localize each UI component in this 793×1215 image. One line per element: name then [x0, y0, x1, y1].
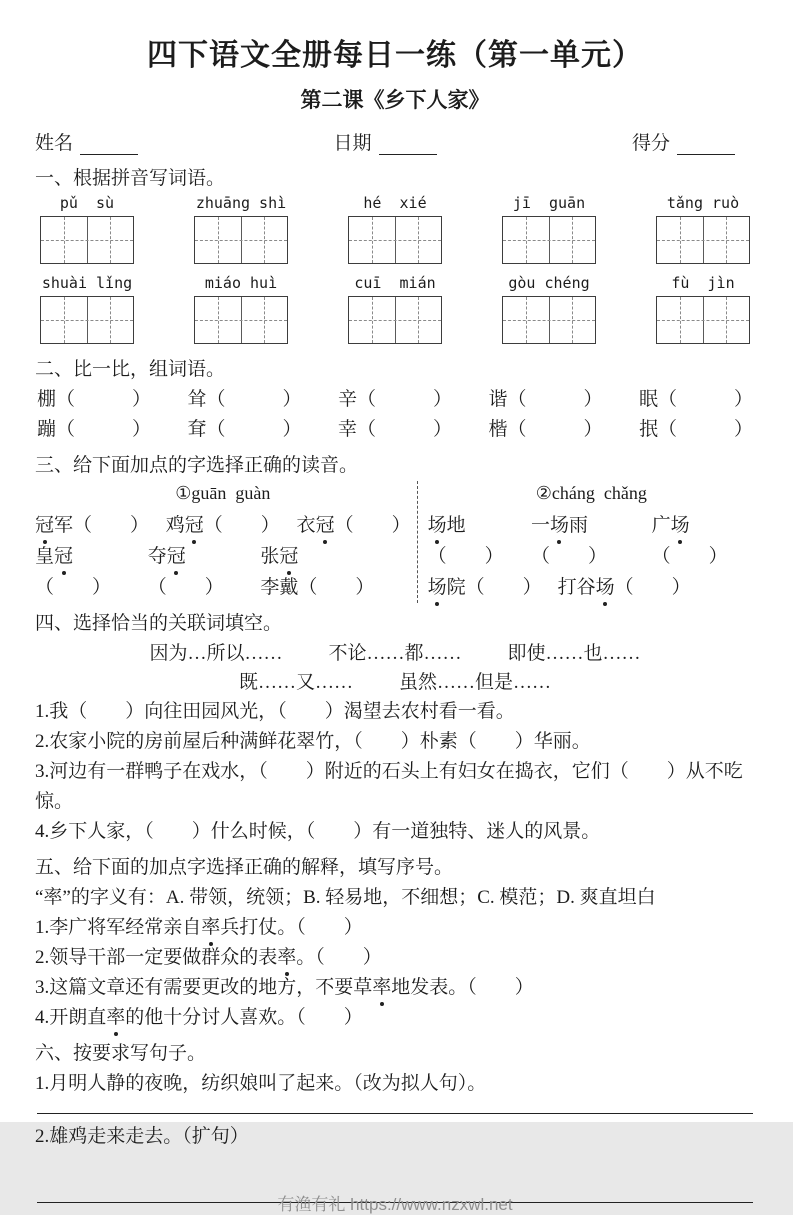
grid-cell — [241, 217, 288, 263]
name-field — [35, 128, 138, 155]
question-item: 1.我（ ）向往田园风光，（ ）渴望去农村看一看。 — [35, 701, 515, 722]
pronunciation-item: 打谷场（ ） — [558, 572, 691, 603]
rewrite-question: 2.雄鸡走来走去。（扩句） — [35, 1126, 249, 1147]
section-1-heading: 一、根据拼音写词语。 — [35, 168, 226, 189]
grid-cell — [241, 297, 288, 343]
pinyin-label: miáo huì — [204, 274, 278, 292]
pinyin-grid-row-2 — [39, 274, 751, 344]
word-pair-row-1 — [37, 385, 753, 415]
grid-cell — [657, 217, 703, 263]
pinyin-unit — [193, 274, 289, 344]
word-pair-item: 耸（ ） — [187, 389, 302, 410]
writing-grid — [194, 216, 288, 264]
pronunciation-item: 一场雨（ ） — [531, 510, 652, 572]
pronunciation-item: 夺冠（ ） — [148, 541, 261, 603]
word-pair-item: 抿（ ） — [638, 419, 753, 440]
grid-cell — [657, 297, 703, 343]
writing-grid — [656, 216, 750, 264]
section-4-heading: 四、选择恰当的关联词填空。 — [35, 613, 283, 634]
word-pair-item: 眠（ ） — [638, 389, 753, 410]
pronunciation-row — [428, 510, 755, 572]
pinyin-unit — [655, 274, 751, 344]
pronunciation-item: 冠军（ ） — [35, 510, 149, 541]
pronunciation-item: 场院（ ） — [428, 572, 542, 603]
meta-row — [35, 128, 735, 155]
pinyin-unit — [655, 194, 751, 264]
name-blank — [80, 134, 138, 155]
conjunction-option: 不论……都…… — [328, 643, 462, 664]
grid-cell — [41, 297, 87, 343]
pronunciation-columns — [35, 481, 755, 603]
pronunciation-row — [428, 572, 755, 603]
pronunciation-item: 广场（ ） — [652, 510, 755, 572]
pinyin-label: jī guān — [512, 194, 586, 212]
grid-cell — [395, 297, 442, 343]
question-item: 2.农家小院的房前屋后种满鲜花翠竹，（ ）朴素（ ）华丽。 — [35, 731, 591, 752]
pronunciation-row — [35, 541, 411, 603]
writing-grid — [502, 216, 596, 264]
writing-grid — [502, 296, 596, 344]
pinyin-label: tǎng ruò — [666, 194, 740, 212]
grid-cell — [703, 217, 750, 263]
pinyin-label: zhuāng shì — [195, 194, 287, 212]
definitions-legend: “率”的字义有：A. 带领，统领；B. 轻易地，不细想；C. 模范；D. 爽直坦白 — [35, 887, 656, 908]
question-item: 4.乡下人家，（ ）什么时候，（ ）有一道独特、迷人的风景。 — [35, 821, 601, 842]
grid-cell — [87, 297, 134, 343]
pronunciation-item: 场地（ ） — [428, 510, 531, 572]
sentence-item: 1.李广将军经常亲自率兵打仗。（ ） — [35, 913, 755, 943]
section-5-heading: 五、给下面的加点字选择正确的解释，填写序号。 — [35, 857, 454, 878]
word-pair-item: 楷（ ） — [488, 419, 603, 440]
pinyin-label: hé xié — [363, 194, 427, 212]
pronunciation-row — [35, 510, 411, 541]
section-2-heading: 二、比一比，组词语。 — [35, 359, 226, 380]
conjunction-option: 既……又…… — [238, 672, 353, 693]
pronunciation-item: 张冠李戴（ ） — [260, 541, 410, 603]
word-pair-item: 谐（ ） — [488, 389, 603, 410]
pronunciation-group-1-header: ①guān guàn — [175, 483, 271, 503]
date-field — [333, 128, 436, 155]
pinyin-unit — [39, 274, 135, 344]
writing-grid — [348, 296, 442, 344]
conjunction-option: 即使……也…… — [507, 643, 641, 664]
conjunction-option: 虽然……但是…… — [399, 672, 552, 693]
grid-cell — [703, 297, 750, 343]
answer-line-with-watermark — [35, 1195, 755, 1214]
pinyin-unit — [193, 194, 289, 264]
word-pair-item: 耷（ ） — [187, 419, 302, 440]
page-title: 四下语文全册每日一练（第一单元） — [147, 39, 643, 72]
sentence-item: 2.领导干部一定要做群众的表率。（ ） — [35, 943, 755, 973]
grid-cell — [503, 217, 549, 263]
grid-cell — [41, 217, 87, 263]
pinyin-unit — [347, 194, 443, 264]
pinyin-label: gòu chéng — [508, 274, 590, 292]
grid-cell — [349, 297, 395, 343]
pinyin-unit — [501, 274, 597, 344]
word-pair-item: 棚（ ） — [37, 389, 152, 410]
word-pair-row-2 — [37, 415, 753, 445]
pinyin-label: cuī mián — [354, 274, 436, 292]
pinyin-label: pǔ sù — [59, 194, 115, 212]
writing-grid — [348, 216, 442, 264]
writing-grid — [40, 296, 134, 344]
pinyin-unit — [501, 194, 597, 264]
conjunction-option: 因为…所以…… — [149, 643, 283, 664]
pinyin-unit — [39, 194, 135, 264]
pinyin-label: fù jìn — [671, 274, 735, 292]
pronunciation-item: 鸡冠（ ） — [166, 510, 280, 541]
word-pair-item: 蹦（ ） — [37, 419, 152, 440]
grid-cell — [549, 217, 596, 263]
word-pair-item: 辛（ ） — [337, 389, 452, 410]
watermark-text: 有渔有礼 https://www.nzxwl.net — [277, 1195, 513, 1214]
date-blank — [379, 134, 437, 155]
pinyin-label: shuài lǐng — [41, 274, 133, 292]
section-6-heading: 六、按要求写句子。 — [35, 1043, 207, 1064]
pronunciation-item: 皇冠（ ） — [35, 541, 148, 603]
score-blank — [677, 134, 735, 155]
pinyin-grid-row-1 — [39, 194, 751, 264]
rewrite-question: 1.月明人静的夜晚，纺织娘叫了起来。（改为拟人句）。 — [35, 1073, 487, 1094]
pronunciation-group-2-header: ②cháng chǎng — [535, 483, 647, 503]
grid-cell — [503, 297, 549, 343]
grid-cell — [349, 217, 395, 263]
grid-cell — [195, 297, 241, 343]
answer-line — [37, 1113, 753, 1114]
name-field-label: 姓名 — [35, 133, 74, 154]
word-pair-item: 幸（ ） — [337, 419, 452, 440]
conjunction-options-row-2 — [35, 668, 755, 697]
conjunction-options-row-1 — [35, 639, 755, 668]
grid-cell — [195, 217, 241, 263]
grid-cell — [87, 217, 134, 263]
question-item: 3.河边有一群鸭子在戏水，（ ）附近的石头上有妇女在捣衣，它们（ ）从不吃惊。 — [35, 761, 743, 812]
grid-cell — [395, 217, 442, 263]
section-3-heading: 三、给下面加点的字选择正确的读音。 — [35, 455, 359, 476]
sentence-item: 3.这篇文章还有需要更改的地方，不要草率地发表。（ ） — [35, 973, 755, 1003]
writing-grid — [656, 296, 750, 344]
writing-grid — [194, 296, 288, 344]
date-field-label: 日期 — [333, 133, 372, 154]
grid-cell — [549, 297, 596, 343]
writing-grid — [40, 216, 134, 264]
pronunciation-column-guan — [35, 481, 417, 603]
pronunciation-column-chang — [417, 481, 755, 603]
sentence-item: 4.开朗直率的他十分讨人喜欢。（ ） — [35, 1003, 755, 1033]
pinyin-unit — [347, 274, 443, 344]
lesson-subtitle: 第二课《乡下人家》 — [300, 88, 490, 112]
pronunciation-item: 衣冠（ ） — [297, 510, 411, 541]
score-field — [632, 128, 735, 155]
score-field-label: 得分 — [631, 133, 670, 154]
